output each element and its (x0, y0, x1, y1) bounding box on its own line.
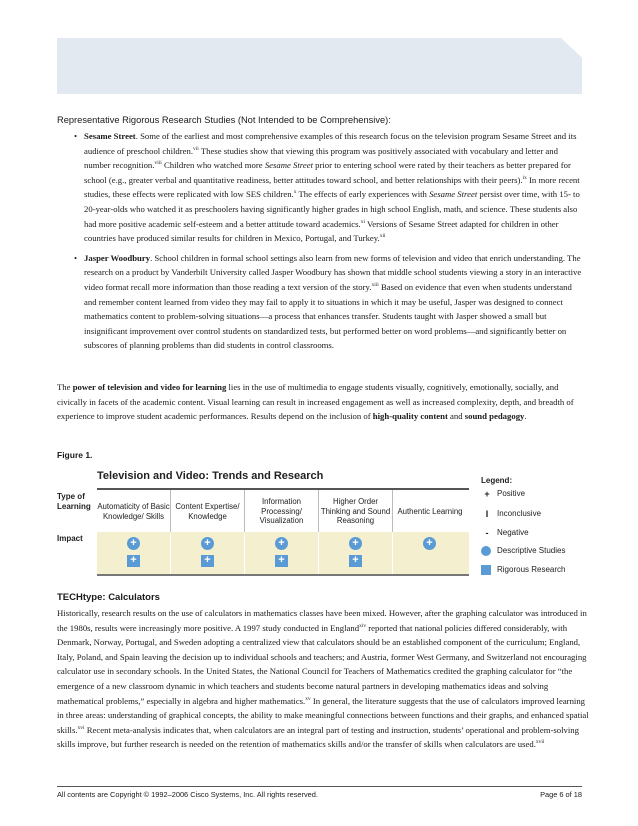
descriptive-study-marker: + (349, 537, 362, 550)
negative-icon: - (485, 528, 489, 538)
legend-label: Descriptive Studies (497, 546, 566, 555)
footnote-ref: xvii (535, 739, 545, 746)
rigorous-research-marker: + (201, 555, 214, 567)
descriptive-study-marker: + (275, 537, 288, 550)
list-item (57, 251, 582, 353)
inconclusive-icon: I (485, 509, 489, 519)
legend-item (481, 528, 586, 540)
bullet-text: prior to entering school were rated by their teachers as better prepared for school (e.g., greater verbal and quantitative readiness, better attitudes toward school, and better relationships with their peers). (84, 160, 571, 185)
impact-cell (393, 532, 467, 574)
positive-icon: + (484, 489, 490, 499)
bullet-text: Children who watched more (161, 160, 265, 171)
descriptive-study-marker: + (127, 537, 140, 550)
figure-title: Television and Video: Trends and Research (97, 470, 324, 482)
bullet-icon: • (74, 252, 78, 263)
tech-text: In general, the literature suggests that the use of calculators improved learning in three areas: understanding of graphical concepts, the ability to make meaningful connections between functions and their graphs, and enhanced spatial skills. (57, 695, 589, 735)
rigorous-research-marker: + (275, 555, 288, 567)
section-heading: Representative Rigorous Research Studies (Not Intended to be Comprehensive): (57, 115, 391, 125)
intro-text: and (447, 411, 465, 422)
bullet-text: The effects of early experiences with (296, 189, 430, 200)
intro-paragraph (57, 380, 587, 424)
footnote-ref: ix (522, 174, 527, 181)
legend-label: Negative (497, 528, 529, 537)
tech-text: reported that national policies differed considerably, with Denmark, Norway, Portugal, and Sweden adopting a centralized view that calculators should be an established component of the curriculum; England, Italy, Poland, and Spain leaving the decision up to individual schools and teachers; and Austria, former West Germany, and Switzerland not encouraging calculator use in secondary schools. In the United States, the National Council for Teachers of Mathematics credited the graphing calculator for “the emergence of a new classroom dynamic in which teachers and students become natural partners in developing mathematics ideas and solving mathematical problems,” especially in algebra and higher mathematics. (57, 622, 587, 706)
header-row (97, 488, 469, 534)
techtype-title: TECHtype: Calculators (57, 592, 160, 603)
footnote-ref: x (293, 189, 297, 196)
row-label-type: Type of Learning (57, 492, 91, 511)
intro-text: The (57, 382, 73, 392)
legend-title: Legend: (481, 476, 513, 485)
footnote-ref: vii (193, 145, 199, 152)
footnote-ref: xiv (359, 622, 367, 629)
bullet-list (57, 129, 582, 353)
column-header: Authentic Learning (397, 506, 463, 516)
descriptive-study-marker: + (423, 537, 436, 550)
bullet-text: Based on evidence that even when students understand and remember content learned from video they may fail to apply it to situations in which it may be useful, Jasper was designed to connect mathematics content to problem-solving situations—a process that enhances transfer. Students taught with Jasper showed a small but insignificant improvement over control students on standardized tests, but performed better on word problems—and significantly better on subscores of planning problems than did students in control classrooms. (84, 281, 572, 351)
impact-cell (245, 532, 319, 574)
footnote-ref: xvi (77, 724, 85, 731)
bullet-lead: Sesame Street (84, 131, 136, 141)
circle-icon (481, 546, 491, 556)
techtype-paragraph (57, 606, 592, 752)
column-header: Information Processing/ Visualization (245, 490, 319, 533)
square-icon (481, 565, 491, 575)
intro-bold: sound pedagogy (464, 411, 525, 422)
legend-label: Rigorous Research (497, 565, 566, 574)
figure-label: Figure 1. (57, 450, 93, 460)
legend-item (481, 489, 586, 501)
column-header: Automaticity of Basic Knowledge/ Skills (97, 490, 171, 533)
row-label-impact: Impact (57, 534, 83, 543)
rigorous-research-marker: + (127, 555, 140, 567)
italic-title: Sesame Street (429, 189, 478, 200)
italic-title: Sesame Street (264, 160, 313, 171)
intro-bold: power of television and video for learning (72, 382, 227, 392)
rigorous-research-marker: + (349, 555, 362, 567)
legend-item (481, 565, 586, 577)
bullet-text: In more recent studies, these effects were replicated with low SES children. (84, 174, 580, 200)
list-item (57, 129, 582, 246)
legend-item (481, 509, 586, 521)
footnote-ref: xi (360, 218, 365, 225)
tech-text: Historically, research results on the use of calculators in mathematics classes have been mixed. However, after the graphing calculator was introduced in the 1980s, results were increasingly more positive. A 1997 study conducted in England (57, 608, 587, 633)
impact-cell (97, 532, 171, 574)
column-header: Higher Order Thinking and Sound Reasoning (319, 490, 393, 533)
column-header: Content Expertise/ Knowledge (171, 490, 245, 533)
legend-item (481, 546, 586, 558)
intro-text: . (524, 411, 527, 422)
footer-page-number: Page 6 of 18 (540, 790, 582, 799)
footnote-ref: xv (305, 695, 311, 702)
bullet-lead: Jasper Woodbury (84, 252, 151, 263)
bullet-text: . School children in formal school settings also learn from new forms of television and video that enrich understanding. The research on a product by Vanderbilt University called Jasper Woodbury has shown that middle school students viewing a story in an interactive video format recall more information than those reading a text version of the story. (84, 252, 582, 292)
intro-text: lies in the use of multimedia to engage students visually, cognitively, emotionally, socially, and civically in facets of the academic content. Visual learning can result in increased engagement as well as increased complexity, depth, and breadth of experience to improve student academic performances. Results depend on the inclusion of (57, 382, 574, 422)
bullet-text: . Some of the earliest and most comprehensive examples of this research focus on the television program Sesame Street and its audience of preschool children. (84, 131, 577, 156)
intro-bold: high-quality content (372, 411, 448, 422)
descriptive-study-marker: + (201, 537, 214, 550)
impact-cell (319, 532, 393, 574)
footer-copyright: All contents are Copyright © 1992–2006 Cisco Systems, Inc. All rights reserved. (57, 790, 318, 799)
tech-text: Recent meta-analysis indicates that, when calculators are an integral part of testing and instruction, students’ operational and problem-solving skills improve, but further research is needed on the retention of mathematics skills and/or the transfer of skills when calculators are used. (57, 724, 579, 750)
bullet-text: These studies show that viewing this program was positively associated with vocabulary and letter and number recognition. (84, 145, 558, 171)
footnote-ref: xii (379, 233, 386, 240)
footnote-ref: viii (154, 160, 162, 167)
header-banner (57, 38, 582, 94)
figure-table (57, 468, 582, 580)
impact-cell (171, 532, 245, 574)
footer-divider (57, 786, 582, 787)
impact-row (97, 532, 469, 576)
legend-label: Positive (497, 489, 526, 498)
legend-label: Inconclusive (497, 509, 542, 518)
bullet-text: Versions of Sesame Street adapted for children in other countries have produced similar results for children in Mexico, Portugal, and Turkey. (84, 218, 559, 244)
bullet-text: persist over time, with 15- to 20-year-olds who watched it as preschoolers having significantly higher grades in high school English, math, and science. These students also had more positive academic self-esteem and a better attitude toward academics. (84, 189, 580, 229)
bullet-icon: • (74, 131, 78, 141)
footnote-ref: xiii (371, 282, 379, 289)
